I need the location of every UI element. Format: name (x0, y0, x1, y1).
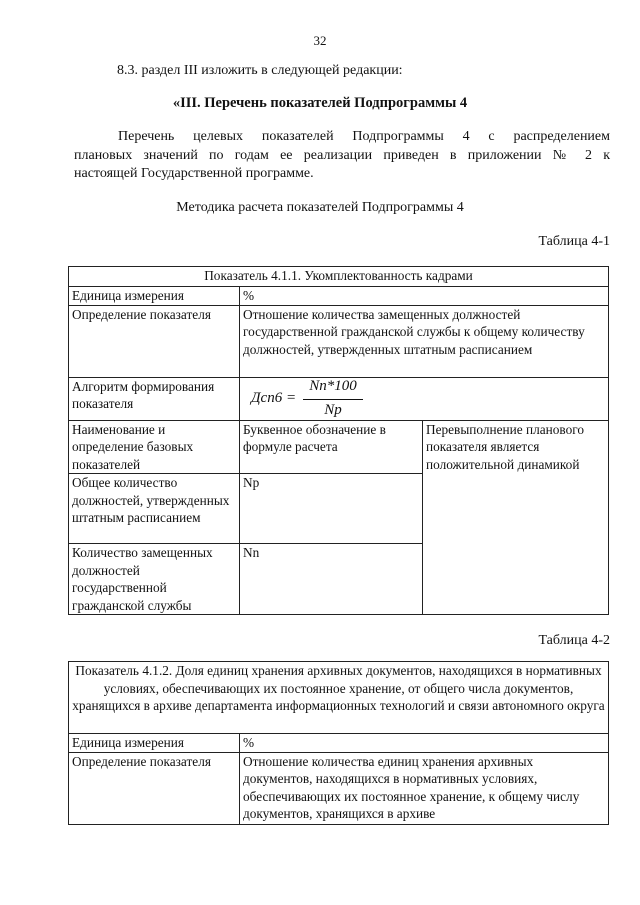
base-indicator-symbol: Np (240, 474, 423, 544)
unit-value: % (240, 734, 609, 753)
amendment-item: 8.3. раздел III изложить в следующей редакции: (117, 63, 403, 78)
formula-numerator: Nn*100 (309, 377, 357, 394)
indicator-table-4-1 (68, 266, 609, 615)
unit-label: Единица измерения (69, 734, 240, 753)
fraction-bar (303, 399, 363, 400)
unit-label: Единица измерения (69, 287, 240, 306)
base-indicators-label: Наименование и определение базовых показателей (69, 420, 240, 474)
section-heading: «III. Перечень показателей Подпрограммы 4 (172, 95, 468, 111)
formula-cell (240, 377, 609, 420)
base-indicator-symbol: Nn (240, 544, 423, 615)
page-number: 32 (313, 33, 327, 48)
definition-value: Отношение количества единиц хранения архивных документов, находящихся в нормативных условиях, обеспечивающих их постоянное хранение, к общему числу документов, хранящихся в архиве (240, 752, 609, 824)
paragraph-line-1: Перечень целевых показателей Подпрограммы 4 с распределением (118, 129, 610, 144)
formula-lhs: Дсп6 = (251, 389, 297, 406)
methodology-title: Методика расчета показателей Подпрограммы 4 (176, 200, 464, 215)
algorithm-label: Алгоритм формирования показателя (69, 377, 240, 420)
intro-paragraph (74, 128, 610, 184)
definition-label: Определение показателя (69, 752, 240, 824)
definition-label: Определение показателя (69, 305, 240, 377)
formula (243, 378, 605, 420)
unit-value: % (240, 287, 609, 306)
paragraph-line-3: настоящей Государственной программе. (74, 166, 314, 181)
table-title: Показатель 4.1.2. Доля единиц хранения архивных документов, находящихся в нормативных условиях, обеспечивающих их постоянное хранение, от общего числа документов, хранящихся в архиве департамента информационных технологий и связи автономного округа (69, 662, 609, 734)
indicator-table-4-2 (68, 661, 609, 825)
table-4-2-label: Таблица 4-2 (538, 633, 610, 648)
paragraph-line-2: плановых значений по годам ее реализации приведен в приложении № 2 к (74, 147, 610, 163)
formula-denominator: Np (324, 401, 342, 418)
table-4-1-label: Таблица 4-1 (538, 234, 610, 249)
table-title: Показатель 4.1.1. Укомплектованность кадрами (69, 267, 609, 287)
dynamics-note: Перевыполнение планового показателя является положительной динамикой (423, 420, 609, 615)
base-indicator-name: Количество замещенных должностей государственной гражданской службы (69, 544, 240, 615)
symbol-header: Буквенное обозначение в формуле расчета (240, 420, 423, 474)
definition-value: Отношение количества замещенных должностей государственной гражданской службы к общему количеству должностей, утвержденных штатным расписанием (240, 305, 609, 377)
base-indicator-name: Общее количество должностей, утвержденных штатным расписанием (69, 474, 240, 544)
